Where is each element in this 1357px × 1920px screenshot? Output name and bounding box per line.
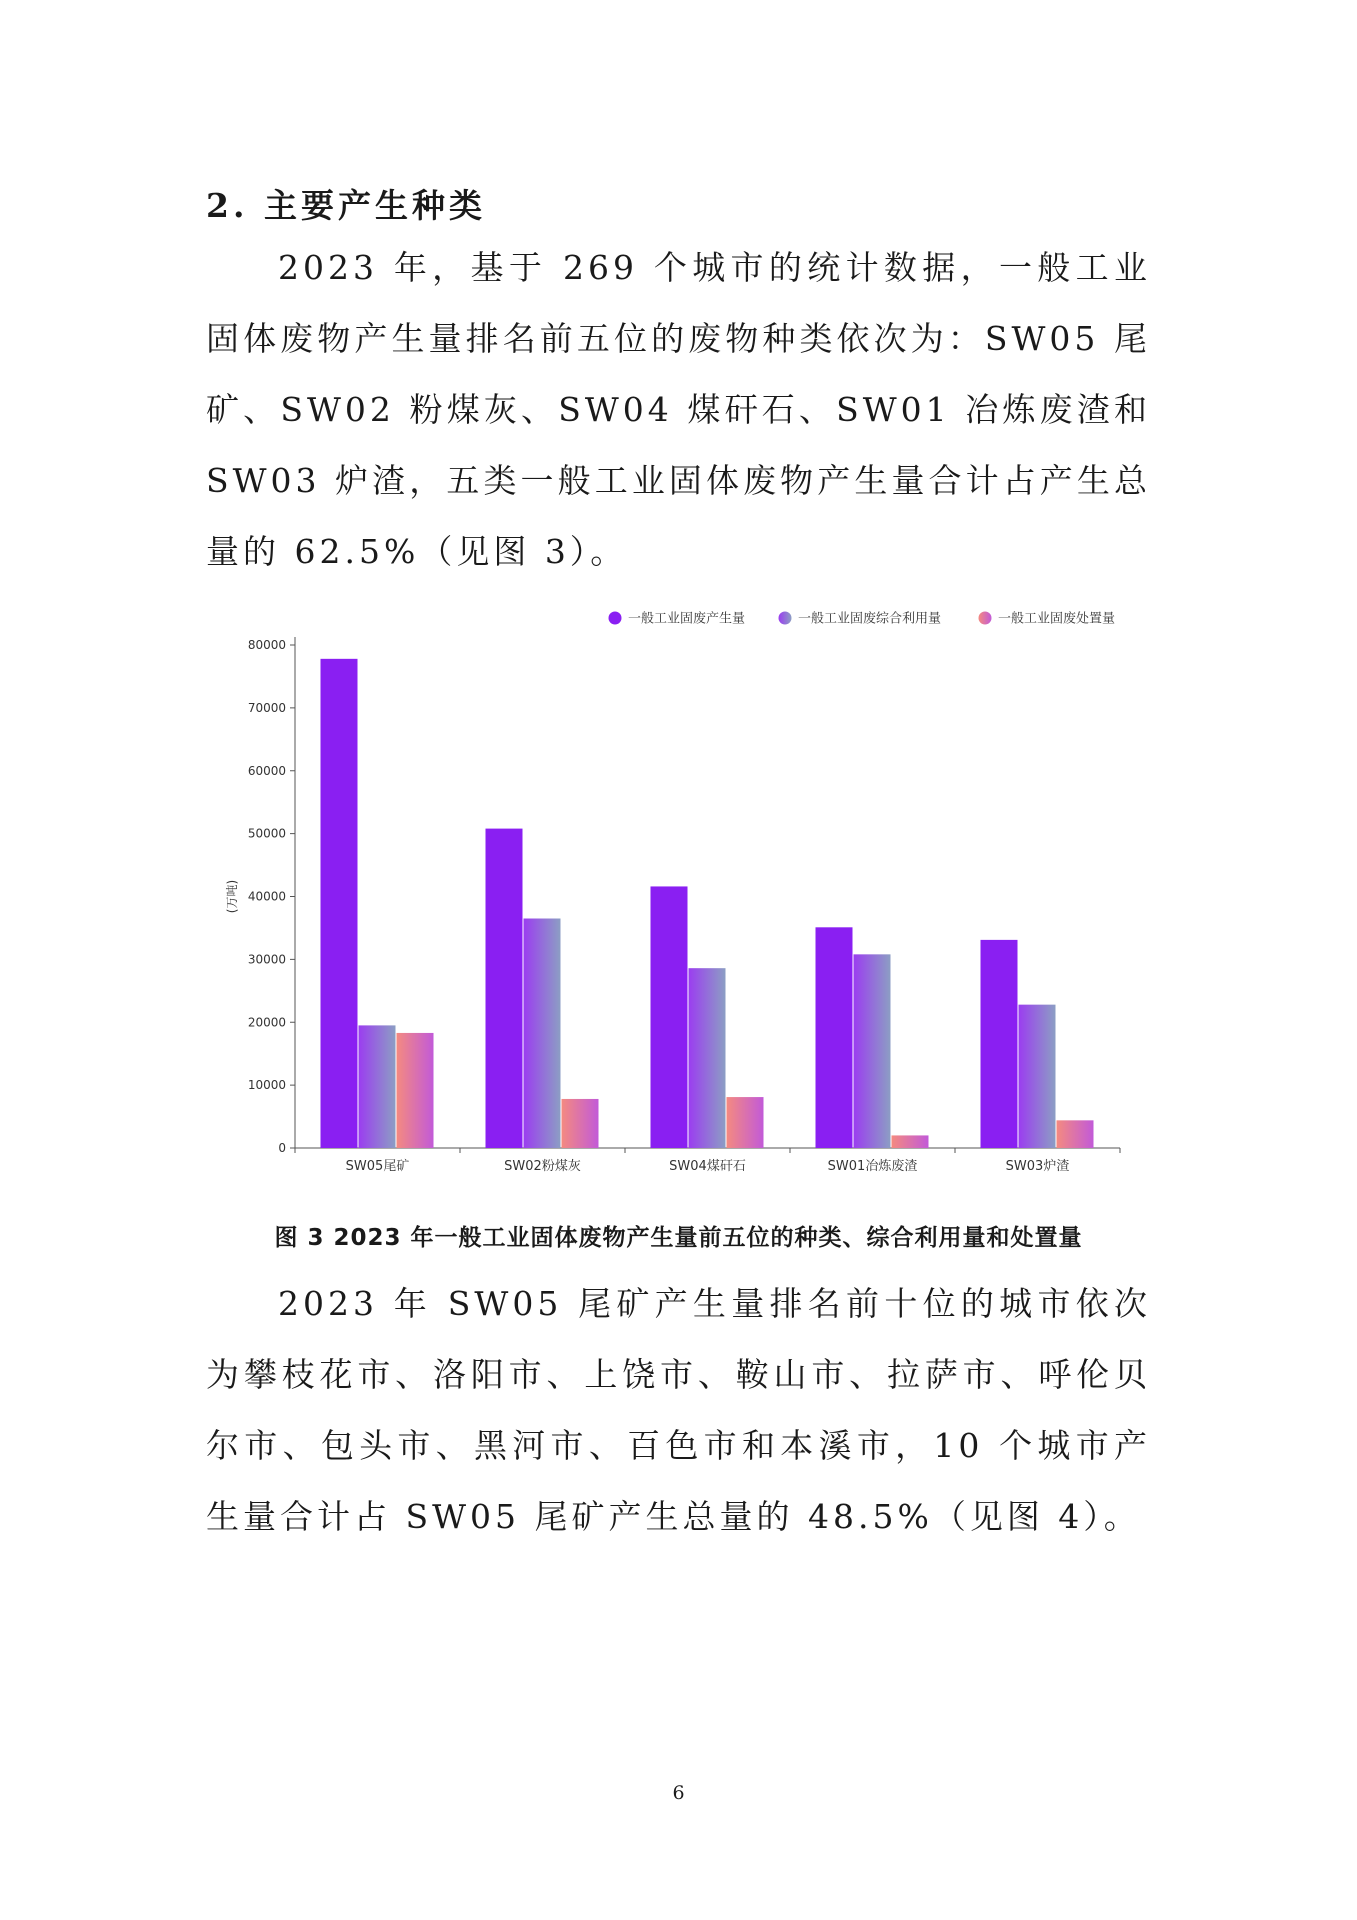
y-tick-label: 40000 <box>247 889 286 904</box>
x-tick-label: SW05尾矿 <box>345 1159 410 1174</box>
legend-marker-2 <box>779 612 792 625</box>
y-tick-label: 30000 <box>247 952 286 967</box>
bar-3-SW02粉煤灰 <box>562 1099 599 1148</box>
bar-2-SW05尾矿 <box>359 1025 396 1148</box>
bar-2-SW03炉渣 <box>1019 1005 1056 1148</box>
x-tick-label: SW01冶炼废渣 <box>827 1159 918 1174</box>
paragraph-1: 2023 年，基于 269 个城市的统计数据，一般工业固体废物产生量排名前五位的废物种类依次为：SW05 尾矿、SW02 粉煤灰、SW04 煤矸石、SW01 冶炼废渣和 SW03 炉渣，五类一般工业固体废物产生量合计占产生总量的 62.5%（见图 3）。 <box>206 248 1151 571</box>
bar-3-SW03炉渣 <box>1057 1120 1094 1148</box>
bar-chart-svg <box>200 590 1150 1190</box>
figure-caption: 图 3 2023 年一般工业固体废物产生量前五位的种类、综合利用量和处置量 <box>274 1225 1083 1251</box>
legend-label-1: 一般工业固废产生量 <box>628 611 746 627</box>
bar-2-SW02粉煤灰 <box>524 919 561 1148</box>
y-tick-label: 10000 <box>247 1078 286 1093</box>
legend-marker-3 <box>979 612 992 625</box>
x-tick-label: SW04煤矸石 <box>669 1159 746 1174</box>
bar-1-SW01冶炼废渣 <box>816 927 853 1148</box>
y-tick-label: 70000 <box>247 700 286 715</box>
bar-2-SW01冶炼废渣 <box>854 954 891 1148</box>
y-axis-label: (万吨) <box>225 879 239 914</box>
page-number: 6 <box>672 1782 685 1804</box>
legend-label-3: 一般工业固废处置量 <box>998 611 1116 627</box>
bar-chart <box>200 590 1150 1190</box>
section-heading: 2. 主要产生种类 <box>206 186 486 225</box>
x-tick-label: SW03炉渣 <box>1005 1159 1070 1174</box>
x-tick-label: SW02粉煤灰 <box>504 1159 581 1174</box>
bar-3-SW05尾矿 <box>397 1033 434 1148</box>
paragraph-2: 2023 年 SW05 尾矿产生量排名前十位的城市依次为攀枝花市、洛阳市、上饶市、鞍山市、拉萨市、呼伦贝尔市、包头市、黑河市、百色市和本溪市，10 个城市产生量合计占 SW05 尾矿产生总量的 48.5%（见图 4）。 <box>206 1284 1151 1536</box>
y-tick-label: 50000 <box>247 826 286 841</box>
bar-3-SW04煤矸石 <box>727 1097 764 1148</box>
bar-3-SW01冶炼废渣 <box>892 1135 929 1148</box>
bar-1-SW03炉渣 <box>981 940 1018 1148</box>
y-tick-label: 20000 <box>247 1015 286 1030</box>
legend-marker-1 <box>609 612 622 625</box>
y-tick-label: 0 <box>278 1141 286 1155</box>
bar-1-SW02粉煤灰 <box>486 829 523 1148</box>
bar-2-SW04煤矸石 <box>689 968 726 1148</box>
bar-1-SW05尾矿 <box>321 659 358 1148</box>
y-tick-label: 60000 <box>247 763 286 778</box>
bar-1-SW04煤矸石 <box>651 886 688 1148</box>
y-tick-label: 80000 <box>247 638 286 652</box>
legend-label-2: 一般工业固废综合利用量 <box>798 611 942 627</box>
